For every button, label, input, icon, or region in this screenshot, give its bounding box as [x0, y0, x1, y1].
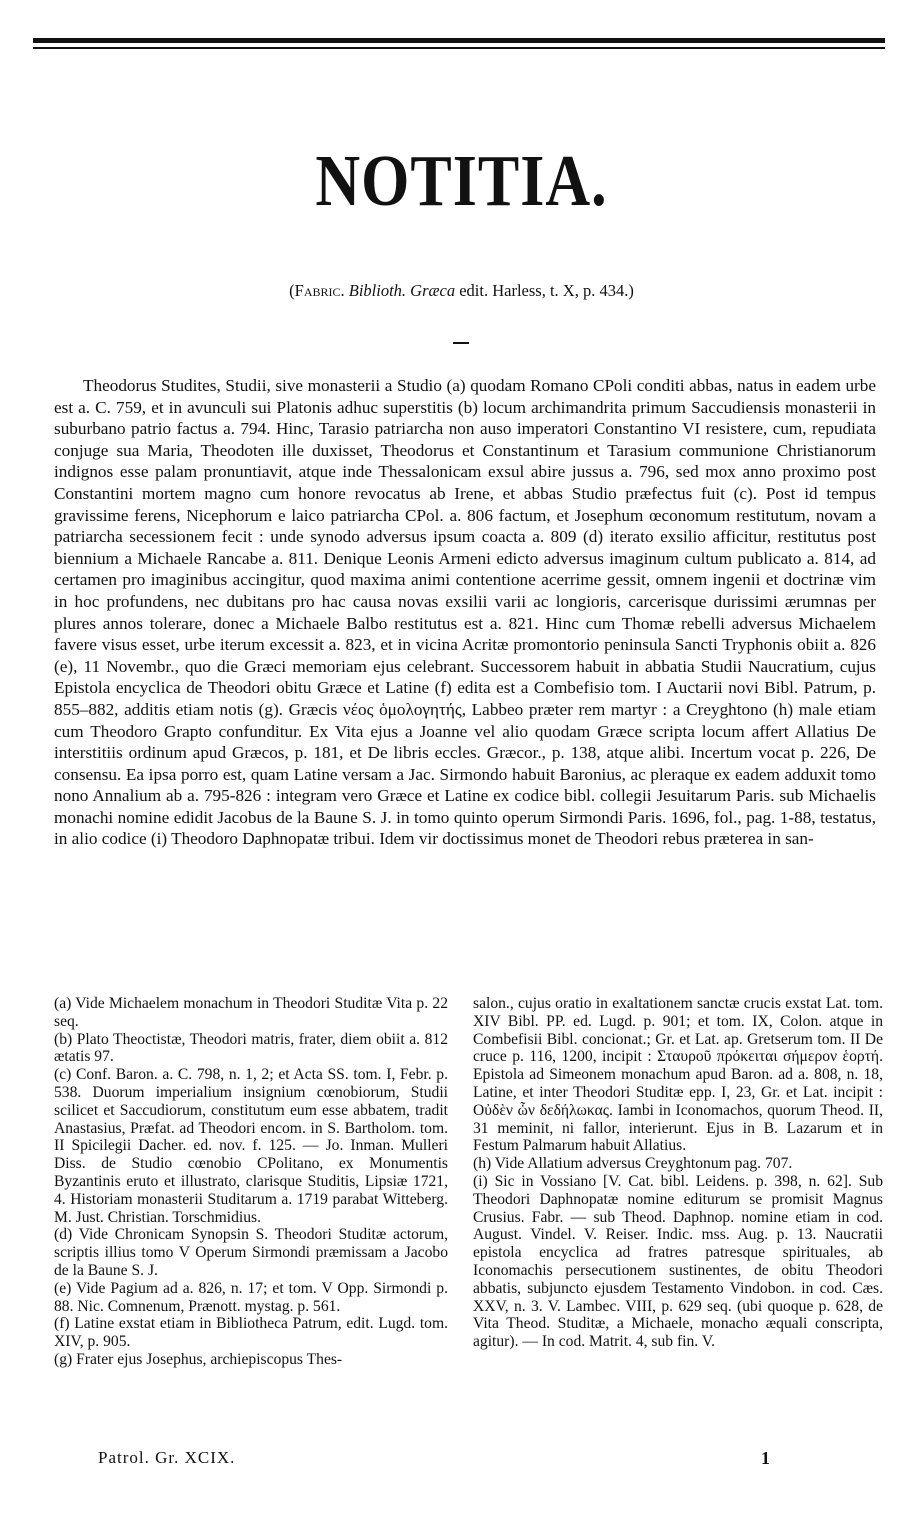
main-paragraph: Theodorus Studites, Studii, sive monasterii a Studio (a) quodam Romano CPoli conditi abbas, natus in eadem urbe est a. C. 759, et in avunculi sui Platonis adhuc superstitis (b) locum archimandrita primum Saccudiensis monasterii in suburbano patrio factus a. 794. Hinc, Tarasio patriarcha non auso imperatori Constantino VI resistere, cum, repudiata conjuge sua Maria, Theodoten ille duxisset, Theodorus et Constantinum et Tarasium communione Christianorum indignos esse palam pronuntiavit, atque inde Thessalonicam exsul abire jussus a. 796, sed mox anno proximo post Constantini mortem magno cum honore revocatus ab Irene, et abbas Studio præfectus fuit (c). Post id tempus gravissime ferens, Nicephorum e laico patriarcha CPol. a. 806 factum, et Josephum œconomum restitutum, novam a patriarcha secessionem fecit : unde synodo adversus ipsum coacta a. 809 (d) iterato exsilio afficitur, restitutus post biennium a Michaele Rancabe a. 811. Denique Leonis Armeni edicto adversus imaginum cultum publicato a. 814, ad certamen pro imaginibus accingitur, quod maxima animi contentione acerrime gessit, omnem ingenii et doctrinæ vim in hoc profundens, nec dubitans pro hac causa novas exsilii varii ac longioris, carcerisque durissimi ærumnas per plures annos tolerare, donec a Michaele Balbo restitutus est a. 821. Hinc cum Thomæ rebelli adversus Michaelem favere visus esset, urbe iterum excessit a. 823, et in vicina Acritæ promontorio peninsula Sancti Tryphonis obiit a. 826 (e), 11 Novembr., quo die Græci memoriam ejus celebrant. Successorem habuit in abbatia Studii Naucratium, cujus Epistola encyclica de Theodori obitu Græce et Latine (f) edita est a Combefisio tom. I Auctarii novi Bibl. Patrum, p. 855–882, additis etiam notis (g). Græcis νέος ὁμολογητής, Labbeo præter rem martyr : a Creyghtono (h) male etiam cum Theodoro Grapto confunditur. Ex Vita ejus a Joanne vel alio quodam Græce scripta locum affert Allatius De interstitiis ordinum apud Græcos, p. 181, et De libris eccles. Græcor., p. 138, atque alibi. Incertum vocat p. 226, De consensu. Ea ipsa porro est, quam Latine versam a Jac. Sirmondo habuit Baronius, ac pleraque ex eadem adduxit tomo nono Annalium ab a. 795-826 : integram vero Græce et Latine ex codice bibl. collegii Jesuitarum Paris. sub Michaelis monachi nomine edidit Jacobus de la Baune S. J. in tomo quinto operum Sirmondi Paris. 1696, fol., pag. 1-88, testatus, in alio codice (i) Theodoro Daphnopatæ tribui. Idem vir doctissimus monet de Theodori rebus præterea in san- — [54, 376, 876, 849]
footnote-e: (e) Vide Pagium ad a. 826, n. 17; et tom. V Opp. Sirmondi p. 88. Nic. Comnenum, Prænott. mystag. p. 561. — [54, 1279, 448, 1315]
footnotes-left-column — [54, 995, 448, 1369]
source-open: ( — [289, 281, 295, 300]
source-author: Fabric. — [294, 281, 345, 300]
main-text — [54, 375, 876, 850]
source-work: Biblioth. Græca — [348, 281, 456, 300]
footnote-h: (h) Vide Allatium adversus Creyghtonum pag. 707. — [473, 1155, 793, 1173]
footnote-i: (i) Sic in Vossiano [V. Cat. bibl. Leidens. p. 398, n. 62]. Sub Theodori Daphnopatæ nomine editurum se promisit Magnus Crusius. Fabr. — sub Theod. Daphnop. nomine etiam in cod. August. Vindel. V. Reiser. Indic. mss. Aug. p. 13. Naucratii epistola encyclica ad fratres patresque spirituales, ab Iconomachis persecutionem sustinentes, de obitu Theodori abbatis, subjuncto ejusdem Testamento Vindobon. in cod. Cæs. XXV, n. 3. V. Lambec. VIII, p. 629 seq. (ubi quoque p. 628, de Vita Theod. Studitæ, a Michaele, monacho æquali conscripta, agitur). — In cod. Matrit. 4, sub fin. V. — [473, 1172, 883, 1351]
footnote-b: (b) Plato Theoctistæ, Theodori matris, frater, diem obiit a. 812 ætatis 97. — [54, 1030, 448, 1066]
volume-label: Patrol. Gr. XCIX. — [98, 1448, 236, 1467]
section-separator — [453, 342, 469, 344]
footnote-d: (d) Vide Chronicam Synopsin S. Theodori Studitæ actorum, scriptis illius tomo V Operum Sirmondi præmissam a Jacobo de la Baune S. J. — [54, 1226, 448, 1279]
footnote-a: (a) Vide Michaelem monachum in Theodori Studitæ Vita p. 22 seq. — [54, 995, 448, 1030]
page-number: 1 — [761, 1448, 770, 1468]
source-citation — [0, 281, 923, 301]
top-rule-thick — [33, 38, 885, 43]
footnotes-right-column — [473, 995, 883, 1351]
top-rule-thin — [33, 47, 885, 49]
footnote-c: (c) Conf. Baron. a. C. 798, n. 1, 2; et Acta SS. tom. I, Febr. p. 538. Duorum imperialium insignium cœnobiorum, Studii scilicet et Saccudiorum, constitutum eum esse abbatem, tradit Anastasius, Præfat. ad Theodori encom. in S. Bartholom. tom. II Spicilegii Dacher. ed. nov. f. 125. — Jo. Inman. Mulleri Diss. de Studio cœnobio CPolitano, ex Monumentis Byzantinis eruto et illustrato, clarisque Studitis, Lipsiæ 1721, 4. Historiam monasterii Studitarum a. 1719 parabat Witteberg. M. Just. Christian. Torschmidius. — [54, 1066, 448, 1226]
footnote-g: (g) Frater ejus Josephus, archiepiscopus Thes- — [54, 1350, 343, 1368]
page-title: NOTITIA. — [315, 141, 608, 222]
source-rest: edit. Harless, t. X, p. 434.) — [455, 281, 634, 300]
footnote-g-continued: salon., cujus oratio in exaltationem sanctæ crucis exstat Lat. tom. XIV Bibl. PP. ed. Lugd. p. 901; et tom. IX, Colon. atque in Combefisii Bibl. concionat.; Gr. et Lat. ap. Gretserum tom. II De cruce p. 116, 1200, incipit : Σταυροῦ πρόκειται σήμερον ἑορτή. Epistola ad Simeonem monachum apud Baron. ad a. 808, n. 18, Latine, et inter Theodori Studitæ epp. I, 23, Gr. et Lat. incipit : Οὐδὲν ὧν δεδήλωκας. Iambi in Iconomachos, quorum Theod. II, 31 meminit, ni fallor, interierunt. Ejus in B. Lazarum et in Festum Palmarum habuit Allatius. — [473, 995, 883, 1155]
footnote-f: (f) Latine exstat etiam in Bibliotheca Patrum, edit. Lugd. tom. XIV, p. 905. — [54, 1315, 448, 1351]
